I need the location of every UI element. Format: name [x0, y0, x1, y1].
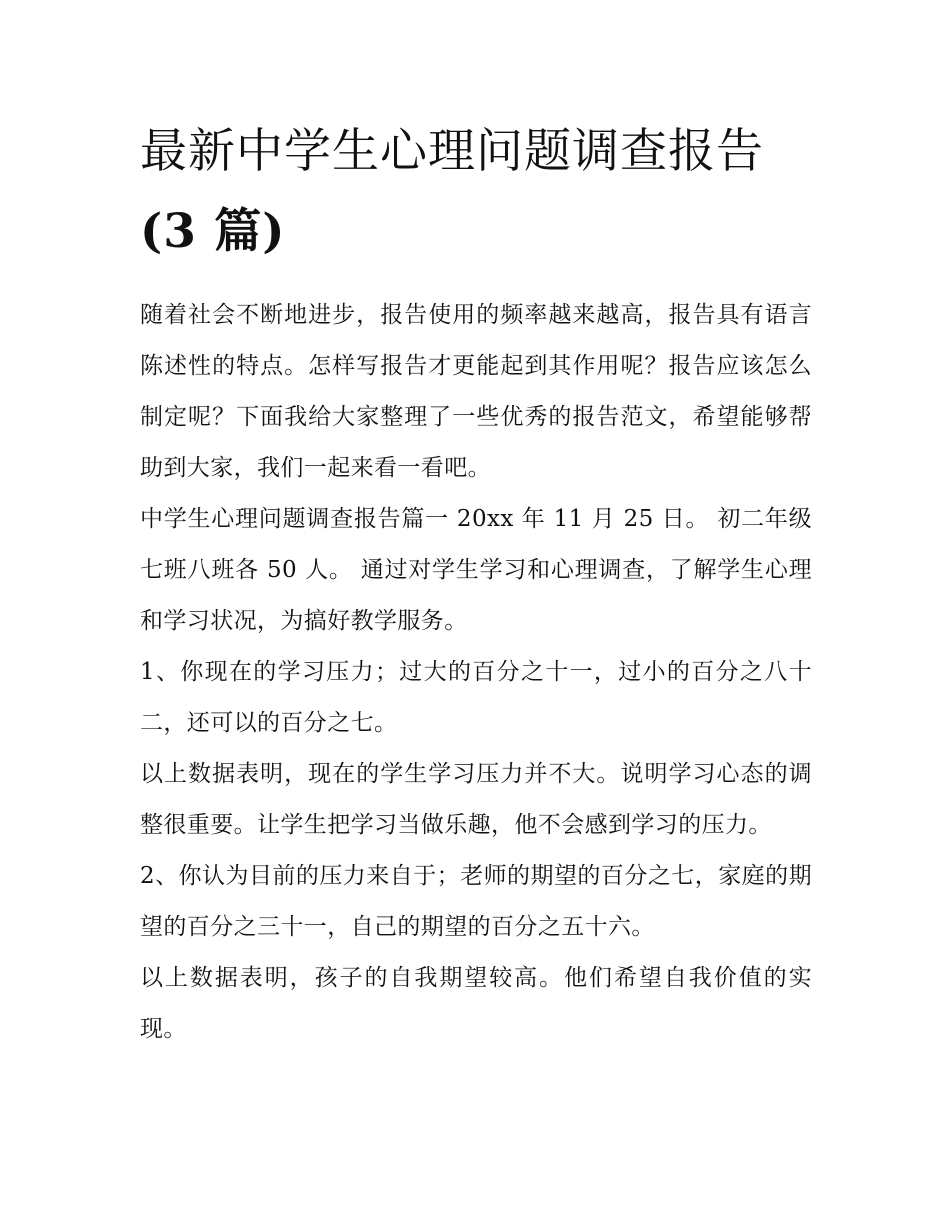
paragraph-analysis-1: 以上数据表明，现在的学生学习压力并不大。说明学习心态的调整很重要。让学生把学习当做乐趣，他不会感到学习的压力。 — [140, 761, 812, 838]
paragraph-question-2: 2、你认为目前的压力来自于；老师的期望的百分之七，家庭的期望的百分之三十一，自己的期望的百分之五十六。 — [140, 863, 812, 940]
document-page — [140, 112, 812, 1055]
title-line-2: (3 篇) — [140, 204, 286, 259]
document-title — [140, 112, 812, 272]
paragraph-intro: 随着社会不断地进步，报告使用的频率越来越高，报告具有语言陈述性的特点。怎样写报告才更能起到其作用呢？报告应该怎么制定呢？下面我给大家整理了一些优秀的报告范文，希望能够帮助到大家，我们一起来看一看吧。 — [140, 302, 812, 481]
paragraph-report-header: 中学生心理问题调查报告篇一 20xx 年 11 月 25 日。 初二年级七班八班各 50 人。 通过对学生学习和心理调查，了解学生心理和学习状况，为搞好教学服务。 — [140, 506, 812, 634]
paragraph-analysis-2: 以上数据表明，孩子的自我期望较高。他们希望自我价值的实现。 — [140, 965, 812, 1042]
title-line-1: 最新中学生心理问题调查报告 — [140, 124, 764, 179]
paragraph-question-1: 1、你现在的学习压力；过大的百分之十一，过小的百分之八十二，还可以的百分之七。 — [140, 659, 812, 736]
